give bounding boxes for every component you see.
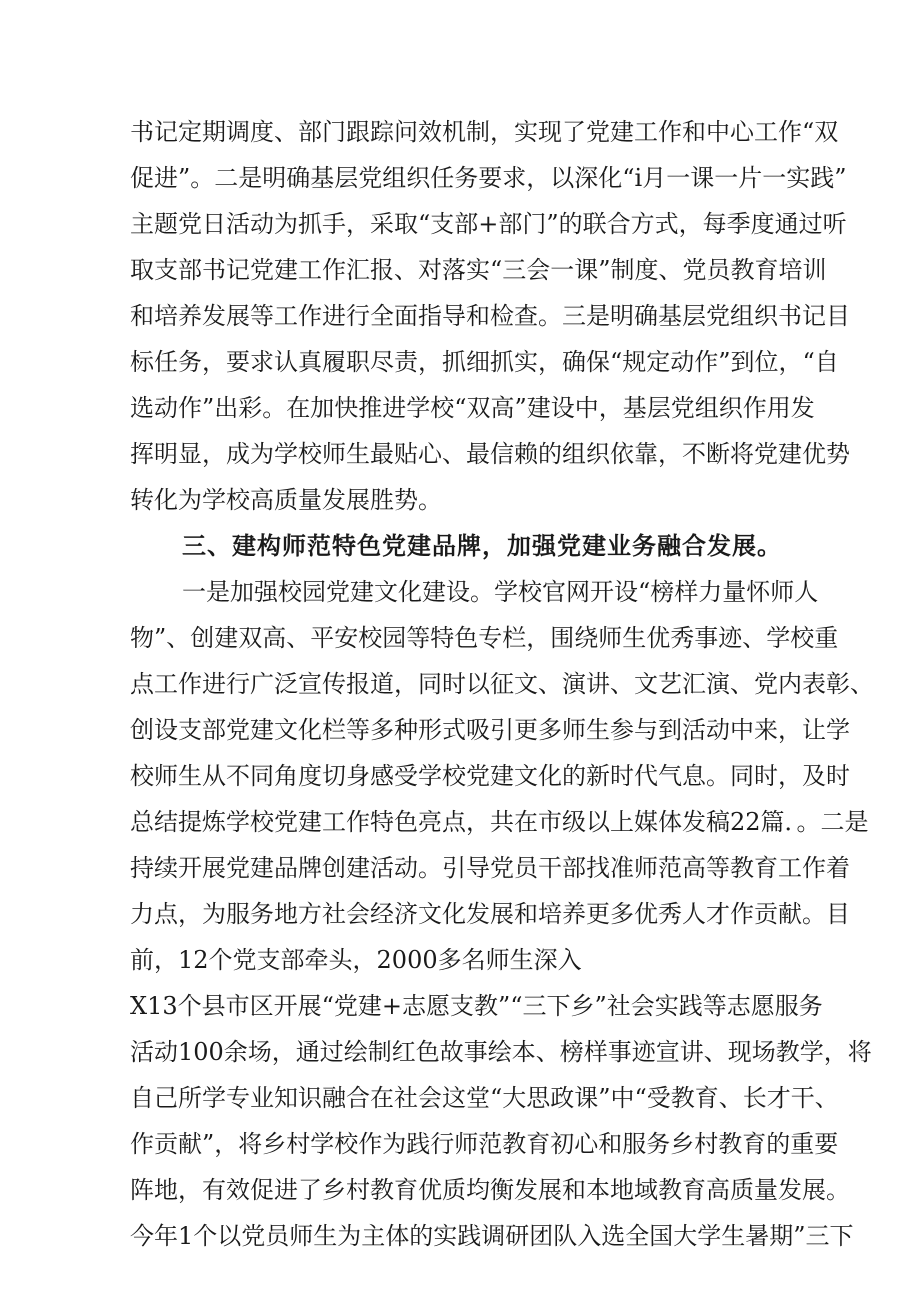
text-line: 促进”。二是明确基层党组织任务要求，以深化“i月一课一片一实践”	[130, 164, 847, 192]
text-line: 今年1个以党员师生为主体的实践调研团队入选全国大学生暑期”三下	[130, 1222, 854, 1250]
text-line: 选动作”出彩。在加快推进学校“双高”建设中，基层党组织作用发	[130, 394, 815, 422]
text-line: 标任务，要求认真履职尽责，抓细抓实，确保“规定动作”到位，“自	[130, 348, 839, 376]
text-line: 一是加强校园党建文化建设。学校官网开设“榜样力量怀师人	[182, 578, 819, 606]
text-line: 点工作进行广泛宣传报道，同时以征文、演讲、文艺汇演、党内表彰、	[130, 670, 874, 698]
text-line: 前，12个党支部牵头，2000多名师生深入	[130, 946, 582, 974]
section-heading: 三、建构师范特色党建品牌，加强党建业务融合发展。	[182, 531, 782, 560]
text-line: 阵地，有效促进了乡村教育优质均衡发展和本地域教育高质量发展。	[130, 1176, 850, 1204]
text-line: 总结提炼学校党建工作特色亮点，共在市级以上媒体发稿22篇．。二是	[130, 808, 869, 836]
text-line: 作贡献”，将乡村学校作为践行师范教育初心和服务乡村教育的重要	[130, 1130, 839, 1158]
text-line: 自己所学专业知识融合在社会这堂“大思政课”中“受教育、长才干、	[130, 1084, 839, 1112]
text-line: X13个县市区开展“党建+志愿支教”“三下乡”社会实践等志愿服务	[130, 992, 823, 1020]
text-line: 书记定期调度、部门跟踪问效机制，实现了党建工作和中心工作“双	[130, 118, 839, 146]
text-line: 物”、创建双高、平安校园等特色专栏，围绕师生优秀事迹、学校重	[130, 624, 839, 652]
text-line: 和培养发展等工作进行全面指导和检查。三是明确基层党组织书记目	[130, 302, 850, 330]
text-line: 校师生从不同角度切身感受学校党建文化的新时代气息。同时，及时	[130, 762, 850, 790]
text-line: 主题党日活动为抓手，采取“支部+部门”的联合方式，每季度通过听	[130, 210, 847, 238]
text-line: 力点，为服务地方社会经济文化发展和培养更多优秀人才作贡献。目	[130, 900, 850, 928]
text-line: 创设支部党建文化栏等多种形式吸引更多师生参与到活动中来，让学	[130, 716, 850, 744]
text-line: 取支部书记党建工作汇报、对落实“三会一课”制度、党员教育培训	[130, 256, 827, 284]
text-line: 活动100余场，通过绘制红色故事绘本、榜样事迹宣讲、现场教学，将	[130, 1038, 872, 1066]
text-line: 转化为学校高质量发展胜势。	[130, 486, 442, 514]
text-line: 持续开展党建品牌创建活动。引导党员干部找准师范高等教育工作着	[130, 854, 850, 882]
text-line: 挥明显，成为学校师生最贴心、最信赖的组织依靠，不断将党建优势	[130, 440, 850, 468]
